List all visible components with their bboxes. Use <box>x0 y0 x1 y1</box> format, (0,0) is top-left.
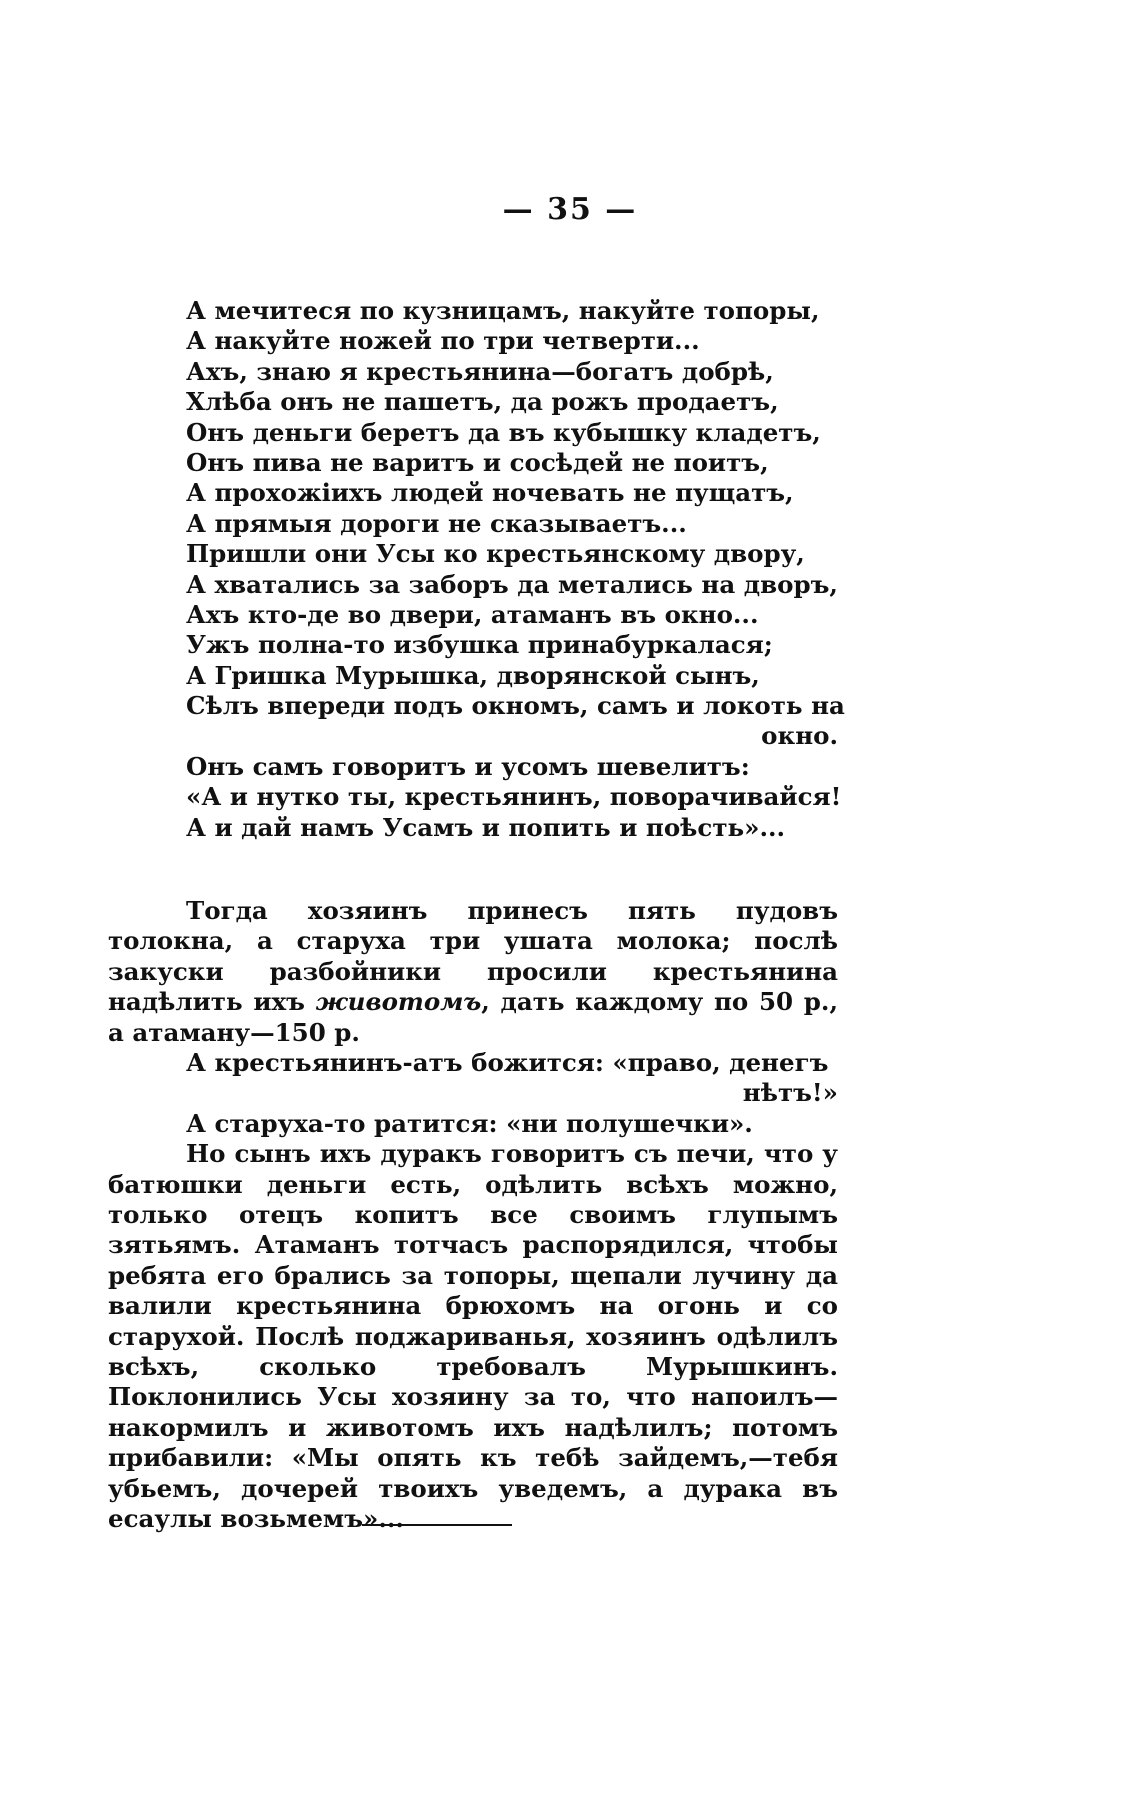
verse-line: Хлѣба онъ не пашетъ, да рожъ продаетъ, <box>186 387 779 417</box>
verse-line: А мечитеся по кузницамъ, накуйте топоры, <box>186 296 820 325</box>
verse-line: Онъ деньги беретъ да въ кубышку кладетъ, <box>186 417 821 447</box>
quote-line: А старуха-то ратится: «ни полушечки». <box>186 1108 753 1138</box>
prose-paragraph <box>108 896 838 1048</box>
verse-line-continuation: окно. <box>761 721 838 751</box>
verse-line: А накуйте ножей по три четверти... <box>186 326 700 356</box>
verse-line: «А и нутко ты, крестьянинъ, поворачивайся! <box>186 782 842 812</box>
page-number: — 35 — <box>502 192 638 227</box>
italic-word: животомъ <box>315 987 482 1017</box>
verse-line: А прохожiихъ людей ночевать не пущатъ, <box>186 478 794 508</box>
prose-text: , дать каждому по 50 р., а атаману—150 р. <box>108 987 838 1047</box>
prose-paragraph: Но сынъ ихъ дуракъ говоритъ съ печи, что у батюшки деньги есть, одѣлить всѣхъ можно, только отецъ копитъ все своимъ глупымъ зятьямъ. Атаманъ тотчасъ распорядился, чтобы ребята его брались за топоры, щепали лучину да валили крестьянина брюхомъ на огонь и со старухой. Послѣ поджариванья, хозяинъ одѣлилъ всѣхъ, сколько требовалъ Мурышкинъ. Поклонились Усы хозяину за то, что напоилъ—накормилъ и животомъ ихъ надѣлилъ; потомъ прибавили: «Мы опять къ тебѣ зайдемъ,—тебя убьемъ, дочерей твоихъ уведемъ, а дурака въ есаулы возьмемъ»... <box>108 1139 838 1534</box>
verse-line: Пришли они Усы ко крестьянскому двору, <box>186 539 805 569</box>
prose-text: Тогда хозяинъ принесъ пять пудовъ толокна, а старуха три ушата молока; послѣ закуски разбойники просили крестьянина надѣлить ихъ <box>108 896 838 1017</box>
verse-line: Ахъ кто-де во двери, атаманъ въ окно... <box>186 599 759 629</box>
verse-line: Онъ самъ говоритъ и усомъ шевелитъ: <box>186 751 750 781</box>
quote-line: А крестьянинъ-атъ божится: «право, денегъ <box>186 1048 829 1078</box>
prose-block <box>108 896 838 1534</box>
verse-block <box>186 296 845 843</box>
verse-line: Сѣлъ впереди подъ окномъ, самъ и локоть на <box>186 691 845 721</box>
verse-line: А хватались за заборъ да метались на дворъ, <box>186 569 838 599</box>
verse-line: А и дай намъ Усамъ и попить и поѣсть»... <box>186 812 786 842</box>
verse-line: А прямыя дороги не сказываетъ... <box>186 508 687 538</box>
verse-line: Онъ пива не варитъ и сосѣдей не поитъ, <box>186 447 769 477</box>
verse-line: А Гришка Мурышка, дворянской сынъ, <box>186 660 760 690</box>
quote-line-continuation: нѣтъ!» <box>742 1078 838 1108</box>
section-rule <box>362 1524 512 1526</box>
verse-line: Ахъ, знаю я крестьянина—богатъ добрѣ, <box>186 356 774 386</box>
verse-line: Ужъ полна-то избушка принабуркалася; <box>186 630 773 660</box>
